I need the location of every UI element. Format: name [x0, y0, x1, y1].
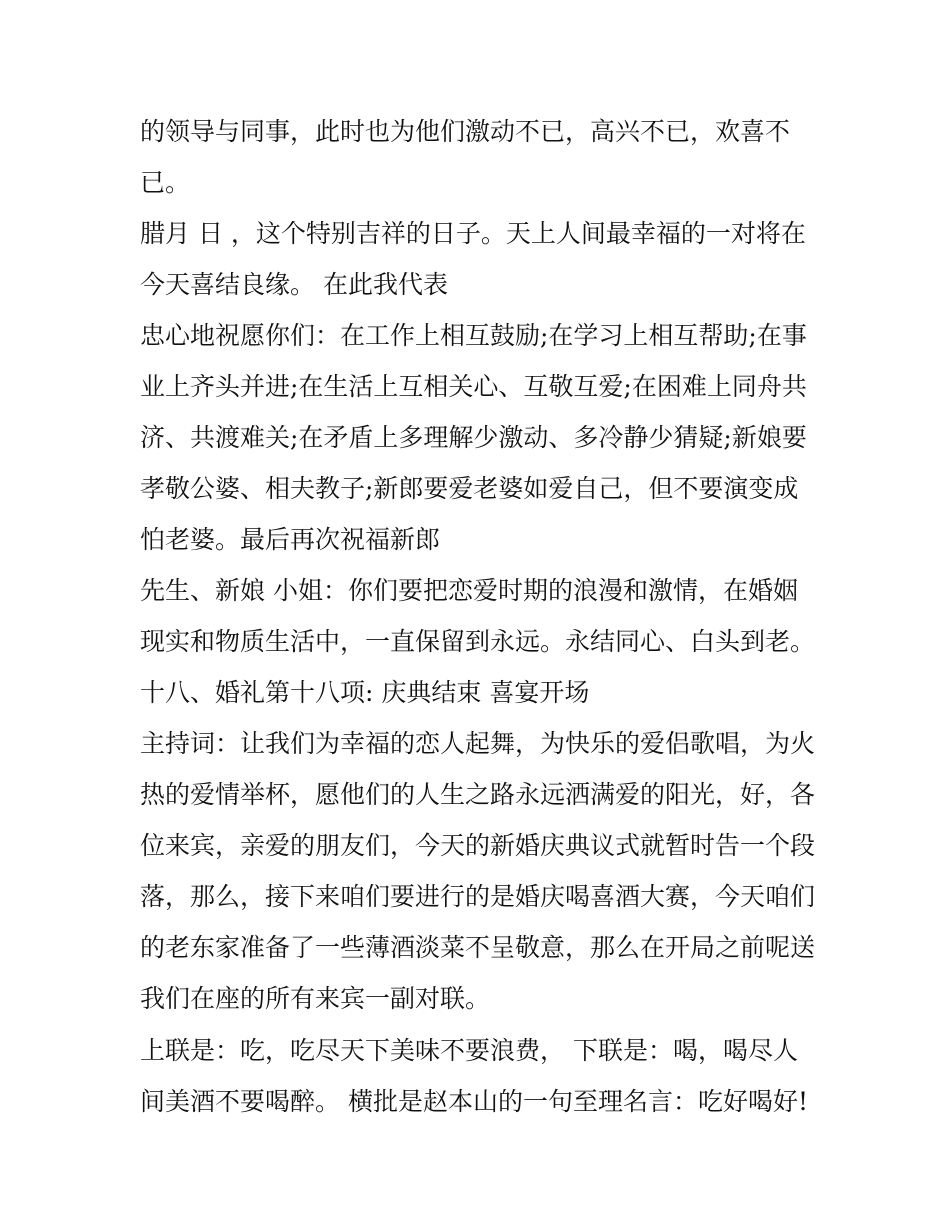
- text-line-13: 主持词：让我们为幸福的恋人起舞，为快乐的爱侣歌唱，为火: [140, 729, 816, 758]
- document-body: [140, 106, 820, 1127]
- text-line-2: 已。: [140, 168, 191, 197]
- text-line-5: 忠心地祝愿你们：在工作上相互鼓励;在学习上相互帮助;在事: [140, 321, 807, 350]
- text-line-1: 的领导与同事，此时也为他们激动不已，高兴不已，欢喜不: [140, 117, 791, 146]
- text-line-16: 落，那么，接下来咱们要进行的是婚庆喝喜酒大赛，今天咱们: [140, 882, 816, 911]
- text-line-9: 怕老婆。最后再次祝福新郎: [140, 525, 441, 554]
- text-line-10: 先生、新娘 小姐：你们要把恋爱时期的浪漫和激情，在婚姻: [140, 576, 798, 605]
- text-line-11: 现实和物质生活中，一直保留到永远。永结同心、白头到老。: [140, 627, 816, 656]
- text-line-7: 济、共渡难关;在矛盾上多理解少激动、多冷静少猜疑;新娘要: [140, 423, 807, 452]
- text-line-18: 我们在座的所有来宾一副对联。: [140, 984, 491, 1013]
- text-line-8: 孝敬公婆、相夫教子;新郎要爱老婆如爱自己，但不要演变成: [140, 474, 799, 503]
- text-line-3: 腊月 日 ，这个特别吉祥的日子。天上人间最幸福的一对将在: [140, 219, 806, 248]
- text-line-19: 上联是：吃，吃尽天下美味不要浪费， 下联是：喝，喝尽人: [140, 1036, 798, 1065]
- section-heading: 十八、婚礼第十八项: 庆典结束 喜宴开场: [140, 678, 590, 707]
- text-line-15: 位来宾，亲爱的朋友们，今天的新婚庆典议式就暂时告一个段: [140, 831, 816, 860]
- text-line-20: 间美酒不要喝醉。 横批是赵本山的一句至理名言：吃好喝好!: [140, 1087, 808, 1116]
- text-line-17: 的老东家准备了一些薄酒淡菜不呈敬意，那么在开局之前呢送: [140, 933, 816, 962]
- text-line-6: 业上齐头并进;在生活上互相关心、互敬互爱;在困难上同舟共: [140, 372, 807, 401]
- text-line-14: 热的爱情举杯，愿他们的人生之路永远洒满爱的阳光，好，各: [140, 780, 816, 809]
- text-line-4: 今天喜结良缘。 在此我代表: [140, 270, 448, 299]
